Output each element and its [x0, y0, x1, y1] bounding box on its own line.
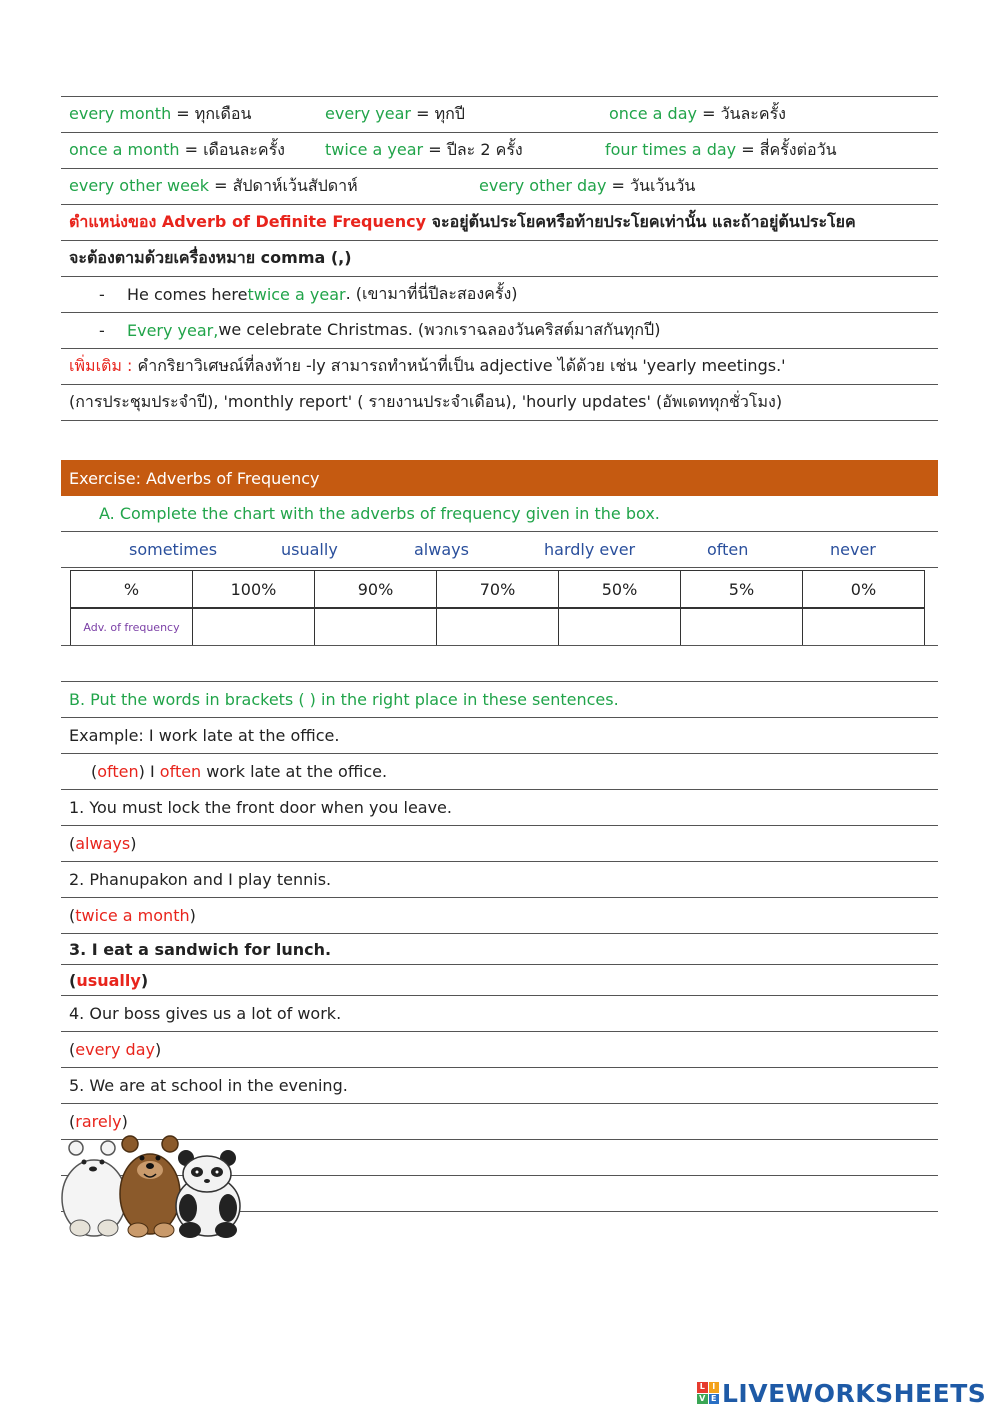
vocab-row-1	[61, 97, 938, 133]
question-3: 3. I eat a sandwich for lunch.	[61, 934, 938, 965]
position-rule	[61, 205, 938, 241]
word-box	[61, 532, 938, 568]
answer-line-5[interactable]: (rarely)	[61, 1104, 938, 1140]
liveworksheets-logo	[697, 1378, 986, 1408]
answer-cell-90[interactable]	[315, 608, 437, 646]
extra-note: เพิ่มเติม : คำกริยาวิเศษณ์ที่ลงท้าย -ly สามารถทำหน้าที่เป็น adjective ได้ด้วย เช่น 'yearly meetings.'	[61, 349, 938, 385]
chart-header-cell: 90%	[315, 571, 437, 609]
position-label: ตำแหน่งของ Adverb of Definite Frequency	[69, 212, 427, 231]
answer-cell-0[interactable]	[803, 608, 925, 646]
chart-header-cell: 0%	[803, 571, 925, 609]
word-box-item: sometimes	[129, 540, 218, 559]
answer-cell-5[interactable]	[681, 608, 803, 646]
position-text: จะอยู่ต้นประโยคหรือท้ายประโยคเท่านั้น และถ้าอยู่ต้นประโยค	[426, 212, 856, 231]
vocab-item: once a day = วันละครั้ง	[609, 104, 786, 123]
vocab-item: once a month = เดือนละครั้ง	[69, 140, 285, 159]
example-answer: (often) I often work late at the office.	[61, 754, 938, 790]
question-5: 5. We are at school in the evening.	[61, 1068, 938, 1104]
logo-badge: L I V E	[697, 1382, 719, 1404]
word-box-item: usually	[281, 540, 338, 559]
logo-text: LIVEWORKSHEETS	[722, 1378, 987, 1408]
answer-cell-50[interactable]	[559, 608, 681, 646]
example-2: - Every year, we celebrate Christmas. (พวกเราฉลองวันคริสต์มาสกันทุกปี)	[61, 313, 938, 349]
answer-line-3[interactable]: (usually)	[61, 965, 938, 996]
bracket-word: twice a month	[75, 906, 190, 925]
bracket-word: always	[75, 834, 131, 853]
answer-cell-100[interactable]	[193, 608, 315, 646]
exercise-a-instruction: A. Complete the chart with the adverbs of frequency given in the box.	[61, 496, 938, 532]
answer-line-4[interactable]: (every day)	[61, 1032, 938, 1068]
answer-line-2[interactable]: (twice a month)	[61, 898, 938, 934]
vocab-row-3	[61, 169, 938, 205]
table-bottom-rule	[61, 645, 938, 646]
word-box-item: hardly ever	[544, 540, 636, 559]
question-2: 2. Phanupakon and I play tennis.	[61, 862, 938, 898]
chart-header-cell: 100%	[193, 571, 315, 609]
frequency-chart	[70, 570, 925, 646]
chart-row-label: Adv. of frequency	[71, 608, 193, 646]
chart-header-cell: 70%	[437, 571, 559, 609]
word-box-item: often	[707, 540, 749, 559]
bears-illustration	[58, 1128, 248, 1240]
chart-header-cell: 5%	[681, 571, 803, 609]
ice-bear-icon	[62, 1141, 126, 1236]
bracket-word: usually	[76, 970, 141, 990]
panda-bear-icon	[176, 1150, 240, 1238]
grizzly-bear-icon	[120, 1136, 180, 1237]
vocab-item: every other week = สัปดาห์เว้นสัปดาห์	[69, 176, 358, 195]
position-rule-line2: จะต้องตามด้วยเครื่องหมาย comma (,)	[61, 241, 938, 277]
question-1: 1. You must lock the front door when you leave.	[61, 790, 938, 826]
example-sentence: Example: I work late at the office.	[61, 718, 938, 754]
word-box-item: never	[830, 540, 876, 559]
vocab-item: every year = ทุกปี	[325, 104, 465, 123]
extra-note-line2: (การประชุมประจำปี), 'monthly report' ( รายงานประจำเดือน), 'hourly updates' (อัพเดททุกชั่วโมง)	[61, 385, 938, 421]
chart-header-cell: %	[71, 571, 193, 609]
answer-cell-70[interactable]	[437, 608, 559, 646]
vocab-item: twice a year = ปีละ 2 ครั้ง	[325, 140, 523, 159]
vocab-item: every other day = วันเว้นวัน	[479, 176, 696, 195]
extra-label: เพิ่มเติม :	[69, 356, 133, 375]
word-box-item: always	[414, 540, 469, 559]
chart-header-cell: 50%	[559, 571, 681, 609]
example-1: - He comes here twice a year . (เขามาที่นี่ปีละสองครั้ง)	[61, 277, 938, 313]
bracket-word: rarely	[75, 1112, 122, 1131]
exercise-b-instruction: B. Put the words in brackets ( ) in the right place in these sentences.	[61, 682, 938, 718]
answer-line-1[interactable]: (always)	[61, 826, 938, 862]
vocab-item: four times a day = สี่ครั้งต่อวัน	[605, 140, 837, 159]
vocab-item: every month = ทุกเดือน	[69, 104, 252, 123]
vocab-row-2	[61, 133, 938, 169]
bracket-word: every day	[75, 1040, 155, 1059]
question-4: 4. Our boss gives us a lot of work.	[61, 996, 938, 1032]
exercise-title: Exercise: Adverbs of Frequency	[61, 460, 938, 496]
